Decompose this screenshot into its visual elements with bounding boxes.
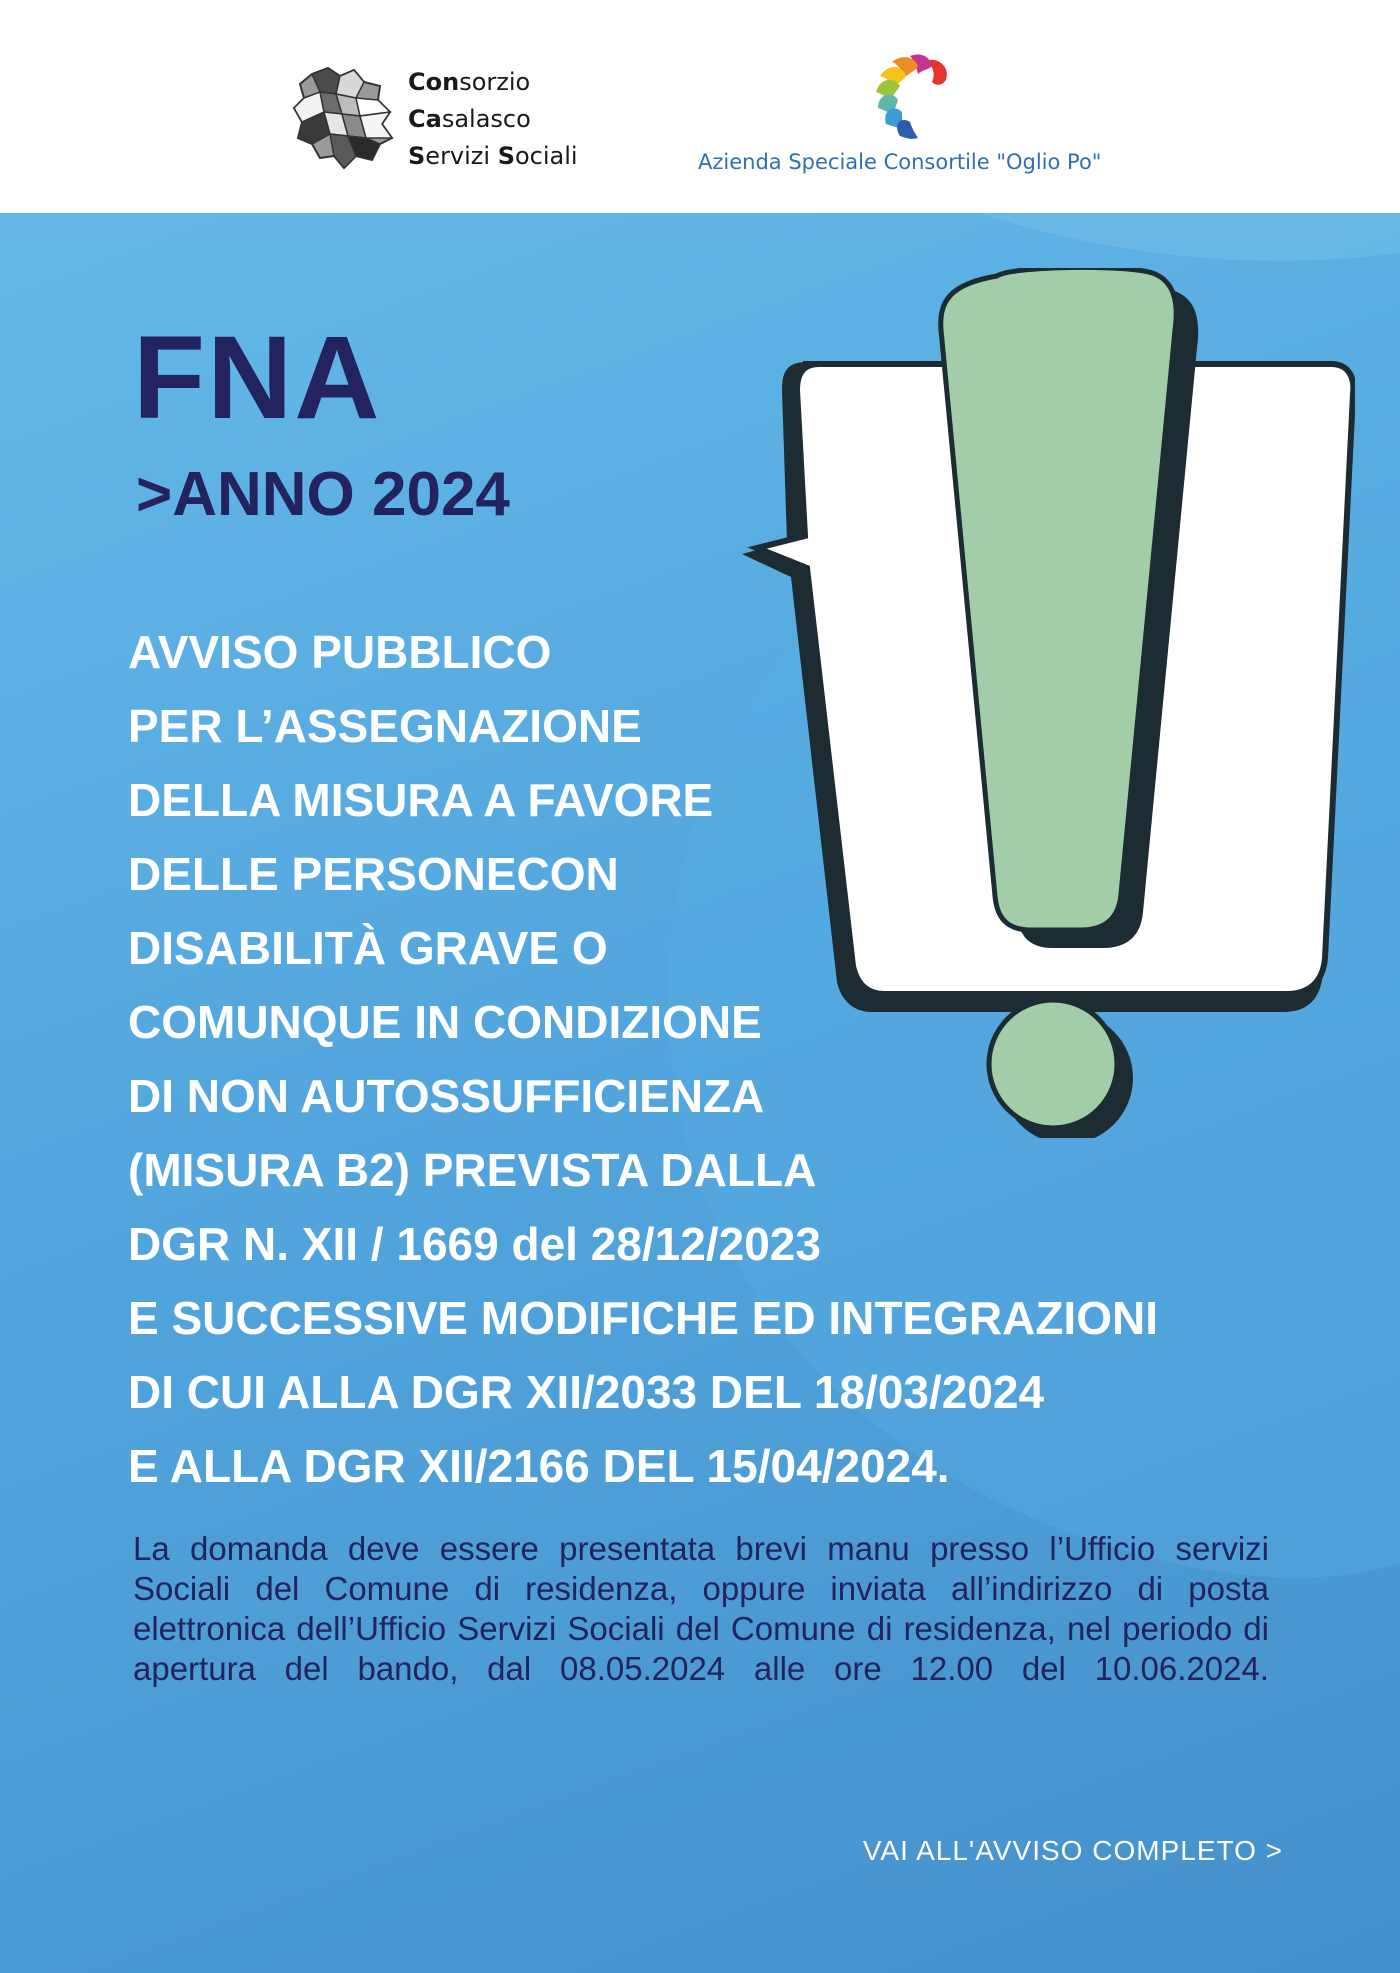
notice-line: AVVISO PUBBLICO <box>128 626 552 678</box>
notice-line: E ALLA DGR XII/2166 DEL 15/04/2024. <box>128 1440 950 1492</box>
notice-line: DI NON AUTOSSUFFICIENZA <box>128 1070 765 1122</box>
agency-logo <box>690 52 1150 192</box>
page-subtitle: >ANNO 2024 <box>136 460 510 529</box>
notice-line: E SUCCESSIVE MODIFICHE ED INTEGRAZIONI <box>128 1292 1158 1344</box>
application-info: La domanda deve essere presentata brevi manu presso l’Ufficio servizi Sociali del Comune di residenza, oppure inviata all’indirizzo di posta elettronica dell’Ufficio Servizi Sociali del Comune di residenza, nel periodo di apertura del bando, dal 08.05.2024 alle ore 12.00 del 10.06.2024. <box>133 1530 1269 1687</box>
notice-line: PER L’ASSEGNAZIONE <box>128 700 642 752</box>
agency-name: Azienda Speciale Consortile "Oglio Po" <box>698 150 1102 174</box>
consortium-logo <box>290 62 610 182</box>
consortium-line-3: Servizi Sociali <box>408 142 578 170</box>
notice-line: DELLA MISURA A FAVORE <box>128 774 714 826</box>
rainbow-fan-icon <box>870 52 950 142</box>
consortium-name <box>408 64 578 175</box>
territory-map-icon <box>290 64 398 172</box>
notice-line: COMUNQUE IN CONDIZIONE <box>128 996 762 1048</box>
header <box>0 0 1400 213</box>
notice-heading <box>128 615 1288 1503</box>
notice-line: DI CUI ALLA DGR XII/2033 DEL 18/03/2024 <box>128 1366 1045 1418</box>
page-title: FNA <box>133 312 382 444</box>
full-notice-link[interactable]: VAI ALL'AVVISO COMPLETO > <box>862 1835 1283 1866</box>
notice-line: (MISURA B2) PREVISTA DALLA <box>128 1144 817 1196</box>
poster-body <box>0 213 1400 1973</box>
notice-line: DGR N. XII / 1669 del 28/12/2023 <box>128 1218 821 1270</box>
notice-line: DELLE PERSONECON <box>128 848 619 900</box>
consortium-line-2: Casalasco <box>408 105 531 133</box>
consortium-line-1: Consorzio <box>408 68 531 96</box>
notice-line: DISABILITÀ GRAVE O <box>128 922 608 974</box>
